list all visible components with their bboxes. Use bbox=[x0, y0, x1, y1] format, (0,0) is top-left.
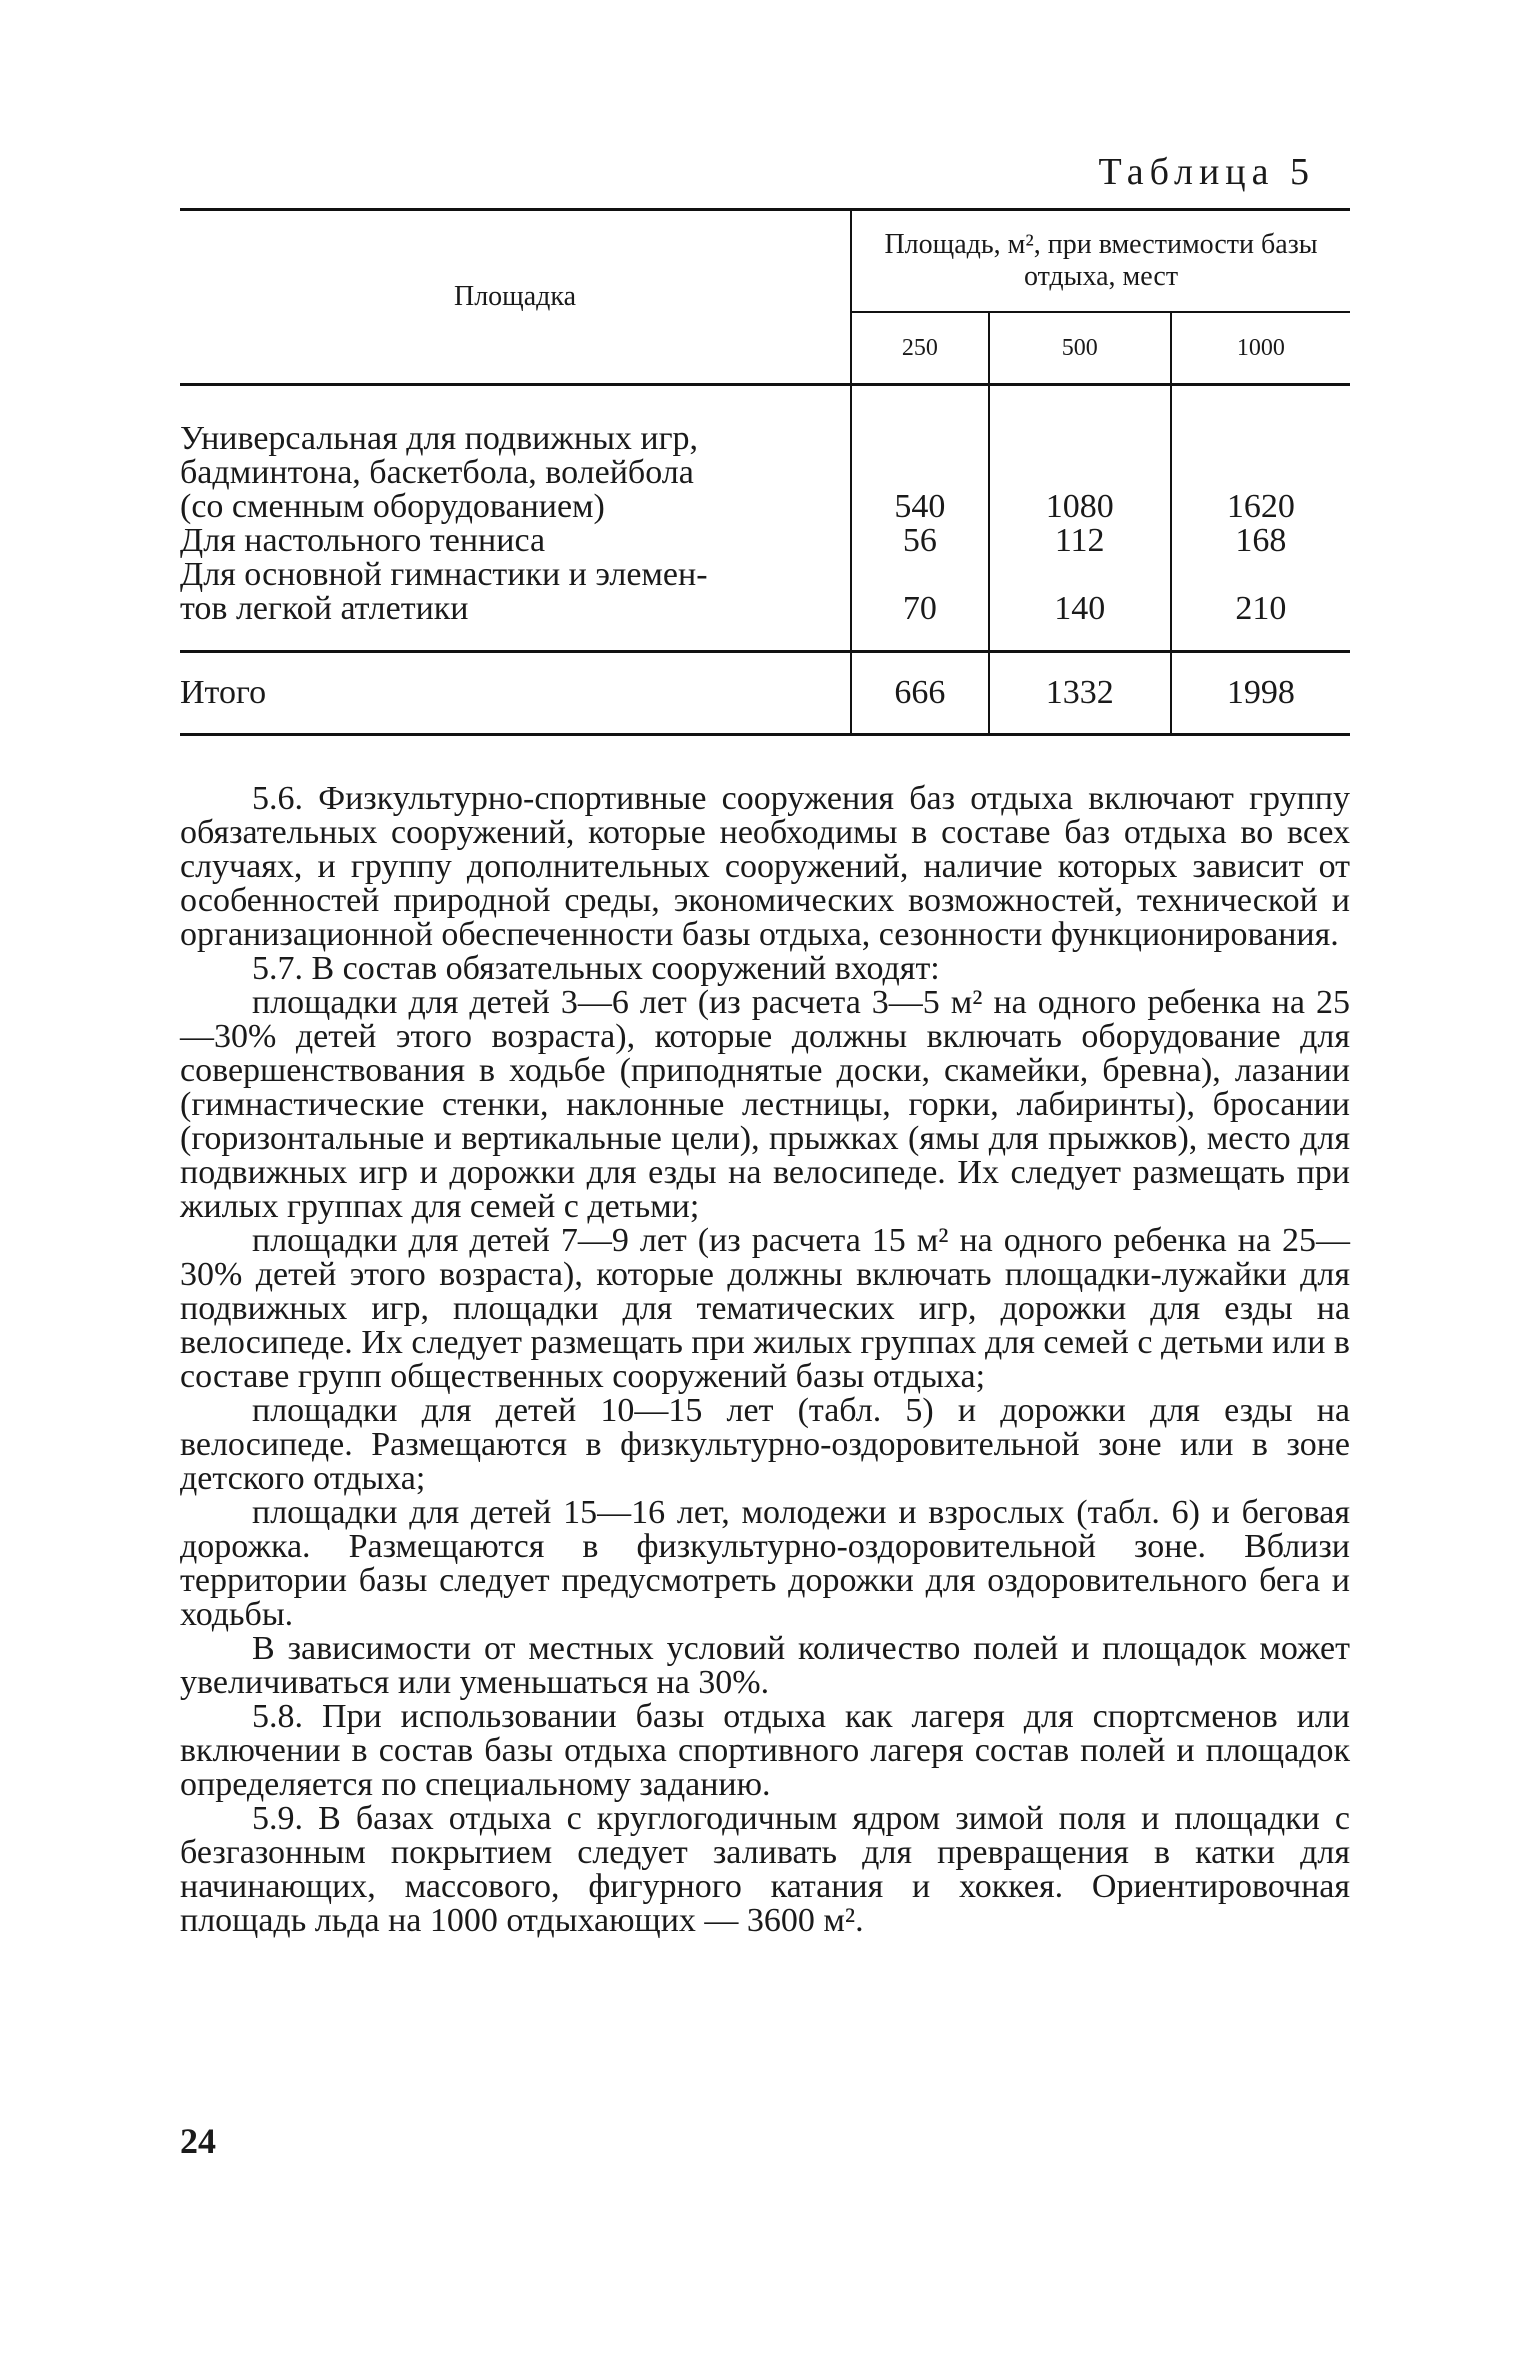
header-area: Площадь, м², при вместимости базы отдыха, мест bbox=[851, 210, 1350, 313]
page-number: 24 bbox=[180, 2121, 216, 2161]
paragraph-kids-3-6: площадки для детей 3—6 лет (из расчета 3—5 м² на одного ребенка на 25—30% детей этого возраста), которые должны включать оборудование для совершенствования в ходьбе (приподнятые доски, скамейки, бревна), лазании (гимнастические стенки, наклонные лестницы, горки, лабиринты), бросании (горизонтальные и вертикальные цели), прыжках (ямы для прыжков), место для подвижных игр и дорожки для езды на велосипеде. Их следует размещать при жилых группах для семей с детьми; bbox=[180, 984, 1350, 1225]
row-3-label-line-1: Для основной гимнастики и элемен- bbox=[180, 556, 708, 593]
header-capacity-1000: 1000 bbox=[1171, 312, 1350, 385]
row-labels bbox=[180, 385, 851, 652]
row-2-value-500: 112 bbox=[1054, 522, 1105, 559]
row-3-label-line-2: тов легкой атлетики bbox=[180, 590, 469, 627]
row-1-value-1000: 1620 bbox=[1226, 488, 1295, 525]
total-value-250: 666 bbox=[851, 652, 989, 735]
col-500-values bbox=[989, 385, 1171, 652]
paragraph-5-8: 5.8. При использовании базы отдыха как лагеря для спортсменов или включении в состав базы отдыха спортивного лагеря состав полей и площадок определяется по специальному заданию. bbox=[180, 1698, 1350, 1803]
header-capacity-250: 250 bbox=[851, 312, 989, 385]
row-1-value-250: 540 bbox=[894, 488, 946, 525]
row-1-label-line-3: (со сменным оборудованием) bbox=[180, 488, 605, 525]
header-capacity-500: 500 bbox=[989, 312, 1171, 385]
row-3-value-1000: 210 bbox=[1235, 590, 1287, 627]
total-value-1000: 1998 bbox=[1171, 652, 1350, 735]
header-platform: Площадка bbox=[453, 281, 577, 312]
paragraph-local-conditions: В зависимости от местных условий количество полей и площадок может увеличиваться или уменьшаться на 30%. bbox=[180, 1630, 1350, 1701]
row-2-label: Для настольного тенниса bbox=[180, 522, 546, 559]
table-total-row bbox=[180, 652, 1350, 735]
paragraph-kids-7-9: площадки для детей 7—9 лет (из расчета 15 м² на одного ребенка на 25—30% детей этого возраста), которые должны включать площадки-лужайки для подвижных игр, площадки для тематических игр, дорожки для езды на велосипеде. Их следует размещать при жилых группах для семей с детьми или в составе групп общественных сооружений базы отдыха; bbox=[180, 1222, 1350, 1395]
paragraph-kids-10-15: площадки для детей 10—15 лет (табл. 5) и дорожки для езды на велосипеде. Размещаются в физкультурно-оздоровительной зоне или в зоне детского отдыха; bbox=[180, 1392, 1350, 1497]
table-caption: Таблица 5 bbox=[1098, 151, 1315, 193]
row-2-value-1000: 168 bbox=[1235, 522, 1287, 559]
row-1-label-line-1: Универсальная для подвижных игр, bbox=[180, 420, 699, 457]
row-2-value-250: 56 bbox=[902, 522, 937, 559]
row-1-label-line-2: бадминтона, баскетбола, волейбола bbox=[180, 454, 694, 491]
row-1-value-500: 1080 bbox=[1045, 488, 1114, 525]
row-3-value-500: 140 bbox=[1054, 590, 1106, 627]
table-body-row bbox=[180, 385, 1350, 652]
paragraph-youth-adults: площадки для детей 15—16 лет, молодежи и взрослых (табл. 6) и беговая дорожка. Размещаются в физкультурно-оздоровительной зоне. Вблизи территории базы следует предусмотреть дорожки для оздоровительного бега и ходьбы. bbox=[180, 1494, 1350, 1633]
body-text bbox=[180, 782, 1350, 1938]
row-3-value-250: 70 bbox=[902, 590, 937, 627]
paragraph-5-6: 5.6. Физкультурно-спортивные сооружения баз отдыха включают группу обязательных сооружений, которые необходимы в составе баз отдыха во всех случаях, и группу дополнительных сооружений, наличие которых зависит от особенностей природной среды, экономических возможностей, технической и организационной обеспеченности базы отдыха, сезонности функционирования. bbox=[180, 780, 1350, 953]
paragraph-5-9: 5.9. В базах отдыха с круглогодичным ядром зимой поля и площадки с безгазонным покрытием следует заливать для превращения в катки для начинающих, массового, фигурного катания и хоккея. Ориентировочная площадь льда на 1000 отдыхающих — 3600 м². bbox=[180, 1800, 1350, 1939]
col-1000-values bbox=[1171, 385, 1350, 652]
paragraph-5-7: 5.7. В состав обязательных сооружений входят: bbox=[252, 950, 940, 987]
col-250-values bbox=[851, 385, 989, 652]
table-5 bbox=[180, 208, 1350, 736]
total-label: Итого bbox=[180, 674, 267, 711]
total-value-500: 1332 bbox=[989, 652, 1171, 735]
